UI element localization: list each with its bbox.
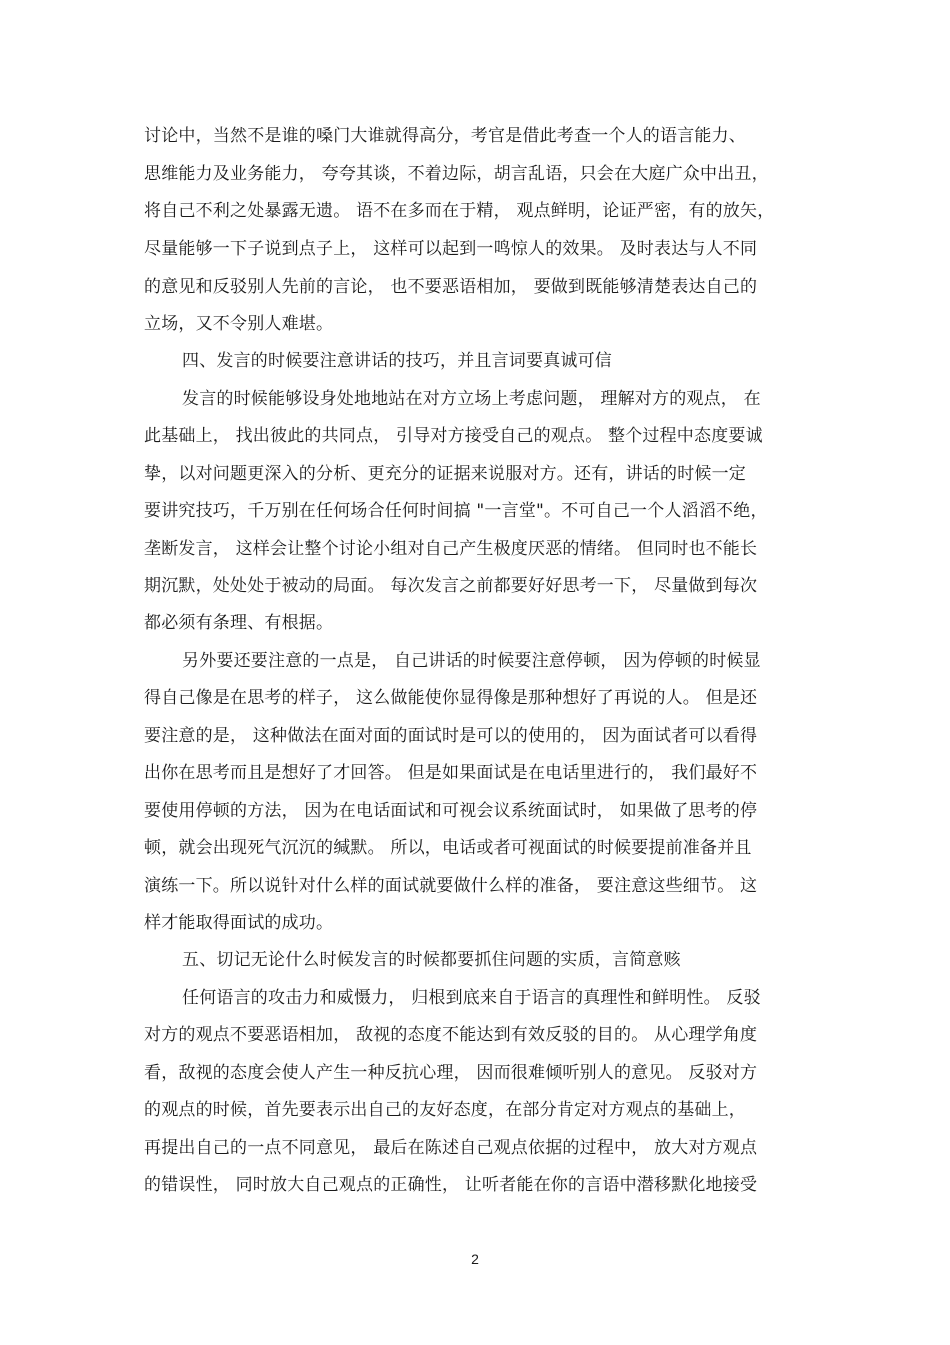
text-line: 任何语言的攻击力和威慑力， 归根到底来自于语言的真理性和鲜明性。 反驳	[182, 988, 761, 1008]
text-line: 得自己像是在思考的样子， 这么做能使你显得像是那种想好了再说的人。 但是还	[144, 688, 758, 708]
text-line: 另外要还要注意的一点是， 自己讲话的时候要注意停顿， 因为停顿的时候显	[182, 651, 761, 671]
text-line: 要注意的是， 这种做法在面对面的面试时是可以的使用的， 因为面试者可以看得	[144, 726, 758, 746]
text-line: 要使用停顿的方法， 因为在电话面试和可视会议系统面试时， 如果做了思考的停	[144, 801, 758, 821]
text-line: 的错误性， 同时放大自己观点的正确性， 让听者能在你的言语中潜移默化地接受	[144, 1175, 758, 1195]
section-heading: 四、发言的时候要注意讲话的技巧，并且言词要真诚可信	[182, 351, 612, 371]
page-number: 2	[471, 1251, 479, 1267]
text-line: 要讲究技巧，千万别在任何场合任何时间搞 "一言堂"。不可自己一个人滔滔不绝，	[144, 501, 768, 521]
text-line: 出你在思考而且是想好了才回答。 但是如果面试是在电话里进行的， 我们最好不	[144, 763, 758, 783]
text-line: 垄断发言， 这样会让整个讨论小组对自己产生极度厌恶的情绪。 但同时也不能长	[144, 539, 758, 559]
text-line: 发言的时候能够设身处地地站在对方立场上考虑问题， 理解对方的观点， 在	[182, 389, 761, 409]
text-line: 演练一下。所以说针对什么样的面试就要做什么样的准备， 要注意这些细节。 这	[144, 876, 758, 896]
text-line: 的意见和反驳别人先前的言论， 也不要恶语相加， 要做到既能够清楚表达自己的	[144, 277, 758, 297]
text-line: 的观点的时候，首先要表示出自己的友好态度，在部分肯定对方观点的基础上，	[144, 1100, 746, 1120]
text-line: 看，敌视的态度会使人产生一种反抗心理， 因而很难倾听别人的意见。 反驳对方	[144, 1063, 758, 1083]
text-line: 对方的观点不要恶语相加， 敌视的态度不能达到有效反驳的目的。 从心理学角度	[144, 1025, 758, 1045]
text-line: 立场，又不令别人难堪。	[144, 314, 334, 334]
section-heading: 五、切记无论什么时候发言的时候都要抓住问题的实质，言简意赅	[182, 950, 681, 970]
text-line: 尽量能够一下子说到点子上， 这样可以起到一鸣惊人的效果。 及时表达与人不同	[144, 239, 758, 259]
text-line: 思维能力及业务能力， 夸夸其谈，不着边际，胡言乱语，只会在大庭广众中出丑，	[144, 164, 769, 184]
text-line: 期沉默，处处处于被动的局面。 每次发言之前都要好好思考一下， 尽量做到每次	[144, 576, 758, 596]
text-line: 将自己不利之处暴露无遗。 语不在多而在于精， 观点鲜明，论证严密，有的放矢，	[144, 201, 775, 221]
text-line: 此基础上， 找出彼此的共同点， 引导对方接受自己的观点。 整个过程中态度要诚	[144, 426, 763, 446]
text-line: 顿，就会出现死气沉沉的缄默。 所以，电话或者可视面试的时候要提前准备并且	[144, 838, 752, 858]
text-line: 再提出自己的一点不同意见， 最后在陈述自己观点依据的过程中， 放大对方观点	[144, 1138, 758, 1158]
text-line: 都必须有条理、有根据。	[144, 613, 334, 633]
text-line: 样才能取得面试的成功。	[144, 913, 334, 933]
text-line: 挚，以对问题更深入的分析、更充分的证据来说服对方。还有，讲话的时候一定	[144, 464, 746, 484]
text-line: 讨论中，当然不是谁的嗓门大谁就得高分，考官是借此考查一个人的语言能力、	[144, 126, 746, 146]
